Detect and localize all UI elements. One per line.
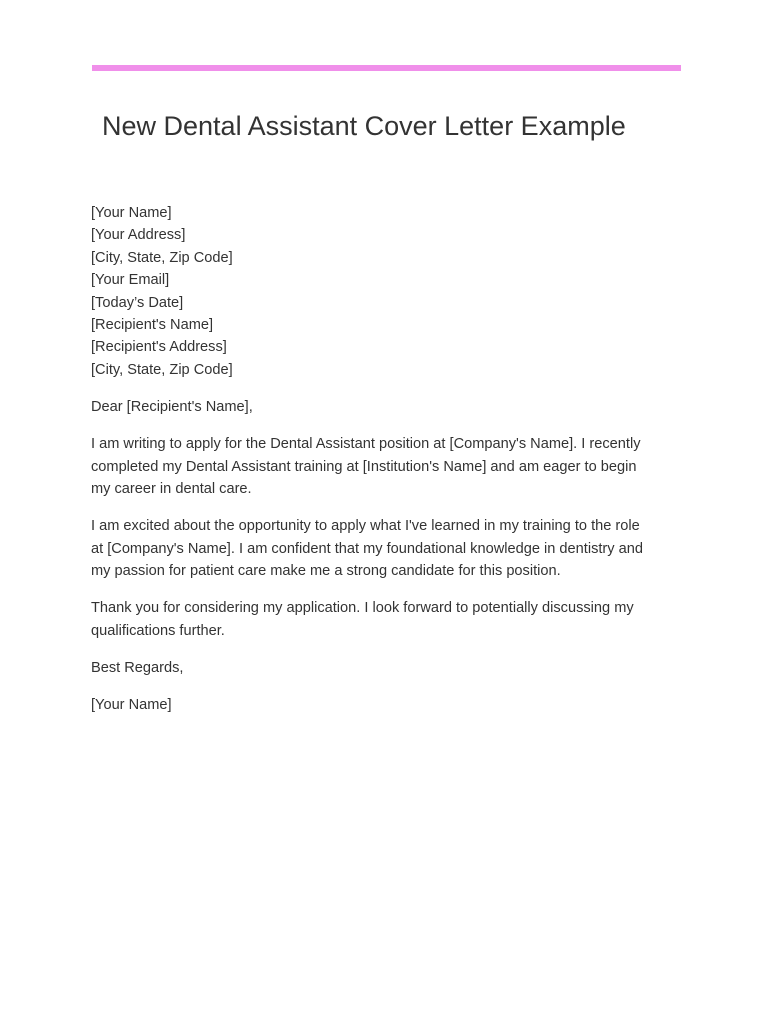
- signature: [Your Name]: [91, 697, 172, 714]
- address-line: [Today’s Date]: [91, 294, 184, 311]
- address-line: [Your Email]: [91, 272, 170, 289]
- address-block: [91, 202, 651, 381]
- address-line: [Your Address]: [91, 227, 186, 244]
- accent-rule: [92, 65, 681, 71]
- address-line: [Recipient's Address]: [91, 339, 227, 356]
- address-line: [City, State, Zip Code]: [91, 249, 233, 266]
- address-line: [Recipient's Name]: [91, 317, 214, 334]
- body-paragraph: Thank you for considering my application. I look forward to potentially discussing my qualifications further.: [91, 600, 634, 639]
- closing: Best Regards,: [91, 659, 184, 676]
- address-line: [Your Name]: [91, 205, 172, 221]
- address-line: [City, State, Zip Code]: [91, 361, 233, 378]
- body-paragraph: I am writing to apply for the Dental Assistant position at [Company's Name]. I recently completed my Dental Assistant training at [Institution's Name] and am eager to begin my career in dental care.: [91, 436, 641, 498]
- body-paragraph: I am excited about the opportunity to apply what I've learned in my training to the role at [Company's Name]. I am confident that my foundational knowledge in dentistry and my passion for patient care make me a strong candidate for this position.: [91, 518, 643, 580]
- salutation: Dear [Recipient's Name],: [91, 399, 253, 416]
- document-title: New Dental Assistant Cover Letter Example: [102, 111, 626, 141]
- letter-body: [91, 202, 651, 717]
